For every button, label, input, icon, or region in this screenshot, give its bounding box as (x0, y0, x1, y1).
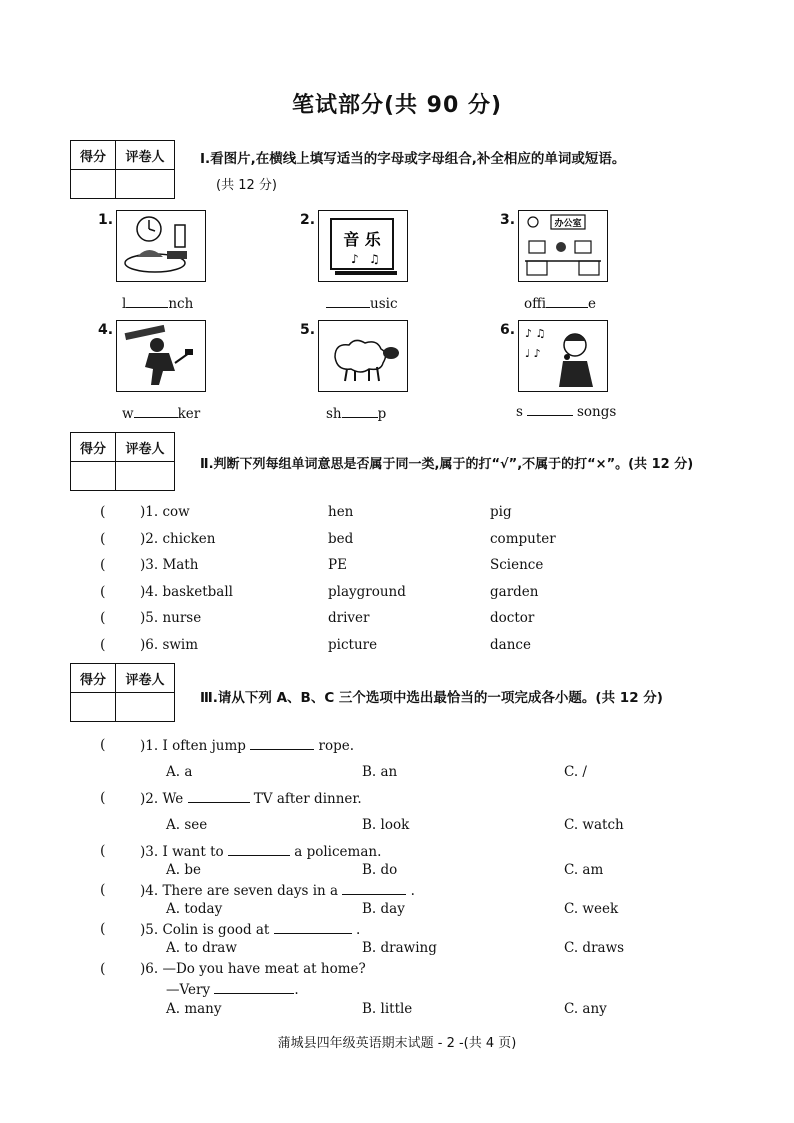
question-stem: )1. I often jump (140, 738, 246, 754)
word-a: )5. nurse (140, 610, 202, 626)
fill-word-3 (524, 295, 596, 312)
answer-paren[interactable]: ( (100, 843, 106, 859)
page-title: 笔试部分(共 90 分) (291, 93, 503, 118)
item-number: 2. (300, 212, 316, 228)
word-c: doctor (490, 610, 535, 626)
svg-text:♪ ♫: ♪ ♫ (525, 327, 546, 340)
answer-paren[interactable]: ( (100, 737, 106, 753)
score-box-1 (70, 140, 175, 199)
option-b[interactable]: B. little (362, 1001, 413, 1017)
option-c[interactable]: C. am (564, 862, 604, 878)
item-number: 1. (98, 212, 114, 228)
worker-picture (116, 320, 206, 392)
word-prefix: sh (326, 406, 342, 422)
grader-label: 评卷人 (116, 664, 175, 693)
answer-blank[interactable] (546, 295, 588, 308)
option-c[interactable]: C. / (564, 764, 587, 780)
word-a: )2. chicken (140, 531, 216, 547)
grader-label: 评卷人 (116, 141, 175, 170)
word-c: pig (490, 504, 512, 520)
sheep-picture (318, 320, 408, 392)
word-b: picture (328, 637, 378, 653)
option-b[interactable]: B. look (362, 817, 410, 833)
question-text (140, 737, 354, 754)
question-text (140, 790, 362, 807)
question-text: )6. —Do you have meat at home? (140, 961, 366, 977)
section2-heading: Ⅱ.判断下列每组单词意思是否属于同一类,属于的打“√”,不属于的打“×”。(共 12 分) (200, 457, 694, 472)
item-number: 3. (500, 212, 516, 228)
option-b[interactable]: B. an (362, 764, 398, 780)
option-a[interactable]: A. today (166, 901, 223, 917)
answer-blank[interactable] (342, 405, 378, 418)
answer-paren[interactable]: ( (100, 790, 106, 806)
question-tail: rope. (318, 738, 355, 754)
question-tail: . (294, 982, 299, 998)
answer-paren[interactable]: ( (100, 504, 106, 520)
question-tail: a policeman. (294, 844, 382, 860)
answer-paren[interactable]: ( (100, 531, 106, 547)
option-a[interactable]: A. to draw (166, 940, 237, 956)
page-footer: 蒲城县四年级英语期末试题 - 2 -(共 4 页) (277, 1036, 517, 1051)
word-b: playground (328, 584, 406, 600)
word-b: bed (328, 531, 354, 547)
score-label: 得分 (71, 141, 116, 170)
lunch-icon (119, 213, 203, 279)
word-b: hen (328, 504, 354, 520)
score-cell[interactable] (71, 693, 116, 722)
score-cell[interactable] (71, 462, 116, 491)
item-number: 6. (500, 322, 516, 338)
answer-paren[interactable]: ( (100, 882, 106, 898)
word-suffix: ker (177, 406, 201, 422)
answer-blank[interactable] (326, 295, 370, 308)
section1-heading: Ⅰ.看图片,在横线上填写适当的字母或字母组合,补全相应的单词或短语。 (200, 151, 626, 167)
option-b[interactable]: B. drawing (362, 940, 437, 956)
answer-blank[interactable] (214, 981, 294, 994)
word-prefix: l (122, 296, 127, 312)
music-book-icon (321, 213, 405, 279)
svg-text:♫: ♫ (369, 252, 380, 266)
option-c[interactable]: C. watch (564, 817, 624, 833)
word-b: PE (328, 557, 347, 573)
option-a[interactable]: A. be (166, 862, 201, 878)
question-stem: )2. We (140, 791, 184, 807)
question-text (140, 843, 381, 860)
score-cell[interactable] (71, 170, 116, 199)
answer-paren[interactable]: ( (100, 921, 106, 937)
svg-text:♪: ♪ (351, 252, 359, 266)
question-line2 (166, 981, 299, 998)
fill-word-5 (326, 405, 386, 422)
option-c[interactable]: C. any (564, 1001, 607, 1017)
fill-word-6 (516, 403, 616, 420)
word-b: driver (328, 610, 370, 626)
answer-blank[interactable] (274, 921, 352, 934)
word-c: Science (490, 557, 544, 573)
word-suffix: p (377, 406, 387, 422)
answer-blank[interactable] (126, 295, 168, 308)
office-sign-text: 办公室 (554, 219, 582, 229)
word-c: computer (490, 531, 556, 547)
office-picture (518, 210, 608, 282)
word-c: dance (490, 637, 531, 653)
word-c: garden (490, 584, 539, 600)
option-b[interactable]: B. do (362, 862, 398, 878)
question-tail: . (410, 883, 415, 899)
answer-paren[interactable]: ( (100, 584, 106, 600)
word-a: )1. cow (140, 504, 190, 520)
item-number: 4. (98, 322, 114, 338)
word-suffix: nch (168, 296, 194, 312)
question-tail: TV after dinner. (253, 791, 362, 807)
word-prefix: offi (524, 296, 547, 312)
svg-text:♩ ♪: ♩ ♪ (525, 347, 541, 360)
answer-blank[interactable] (342, 882, 406, 895)
answer-blank[interactable] (188, 790, 250, 803)
answer-paren[interactable]: ( (100, 610, 106, 626)
music-picture (318, 210, 408, 282)
fill-word-1 (122, 295, 193, 312)
lunch-picture (116, 210, 206, 282)
word-suffix: songs (576, 404, 617, 420)
answer-blank[interactable] (250, 737, 314, 750)
answer-paren[interactable]: ( (100, 961, 106, 977)
score-label: 得分 (71, 664, 116, 693)
section3-heading: Ⅲ.请从下列 A、B、C 三个选项中选出最恰当的一项完成各小题。(共 12 分) (200, 690, 663, 706)
office-icon (521, 213, 605, 279)
grader-cell[interactable] (116, 693, 175, 722)
grader-cell[interactable] (116, 462, 175, 491)
score-box-2 (70, 432, 175, 491)
score-label: 得分 (71, 433, 116, 462)
word-suffix: usic (370, 296, 398, 312)
question-tail: . (355, 922, 361, 938)
option-b[interactable]: B. day (362, 901, 405, 917)
word-suffix: e (588, 296, 597, 312)
answer-paren[interactable]: ( (100, 637, 106, 653)
singing-picture (518, 320, 608, 392)
question-stem: —Very (166, 982, 211, 998)
word-a: )3. Math (140, 557, 199, 573)
option-c[interactable]: C. draws (564, 940, 625, 956)
word-a: )4. basketball (140, 584, 233, 600)
question-text (140, 882, 415, 899)
question-stem: )4. There are seven days in a (140, 883, 339, 899)
option-a[interactable]: A. many (166, 1001, 222, 1017)
grader-cell[interactable] (116, 170, 175, 199)
word-prefix: s (516, 404, 523, 420)
word-prefix: w (122, 406, 134, 422)
section1-points: (共 12 分) (216, 178, 277, 193)
word-a: )6. swim (140, 637, 199, 653)
answer-blank[interactable] (527, 403, 573, 416)
question-text (140, 921, 360, 938)
sheep-icon (321, 323, 405, 389)
option-a[interactable]: A. see (166, 817, 208, 833)
option-c[interactable]: C. week (564, 901, 619, 917)
question-stem: )5. Colin is good at (140, 922, 270, 938)
singing-boy-icon (521, 323, 605, 389)
score-box-3 (70, 663, 175, 722)
worker-icon (119, 323, 203, 389)
question-stem: )3. I want to (140, 844, 224, 860)
item-number: 5. (300, 322, 316, 338)
answer-blank[interactable] (228, 843, 290, 856)
fill-word-4 (122, 405, 200, 422)
answer-blank[interactable] (134, 405, 178, 418)
fill-word-2 (326, 295, 398, 312)
book-title-text: 音 乐 (343, 230, 381, 249)
option-a[interactable]: A. a (166, 764, 193, 780)
grader-label: 评卷人 (116, 433, 175, 462)
answer-paren[interactable]: ( (100, 557, 106, 573)
